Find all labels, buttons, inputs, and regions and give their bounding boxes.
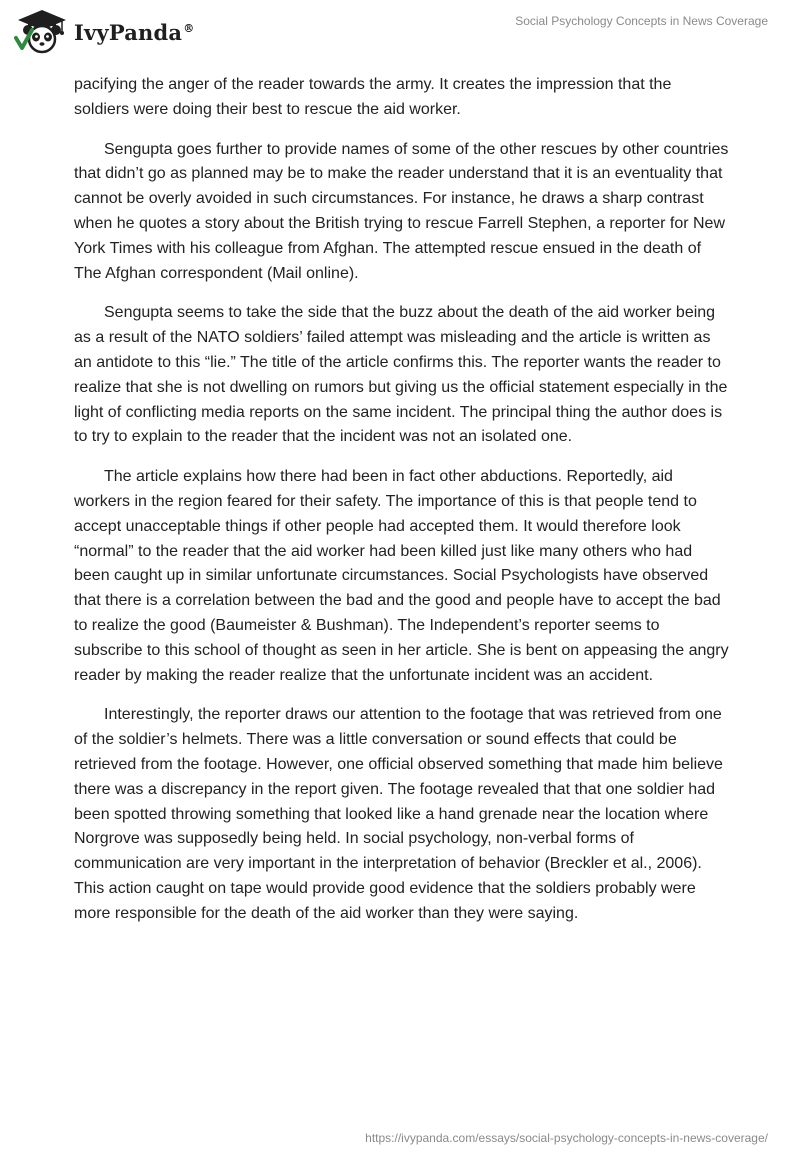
page-header: [0, 0, 800, 60]
document-title: Social Psychology Concepts in News Coverage: [515, 14, 768, 28]
source-url-link[interactable]: https://ivypanda.com/essays/social-psychology-concepts-in-news-coverage/: [365, 1131, 768, 1145]
ivypanda-logo[interactable]: [14, 8, 194, 54]
paragraph-5: Interestingly, the reporter draws our attention to the footage that was retrieved from one of the soldier’s helmets. There was a little conversation or sound effects that could be retrieved from the footage. However, one official observed something that made him believe there was a discrepancy in the report given. The footage revealed that that one soldier had been spotted throwing something that looked like a hand grenade near the location where Norgrove was supposedly being held. In social psychology, non-verbal forms of communication are very important in the interpretation of behavior (Breckler et al., 2006). This action caught on tape would provide good evidence that the soldiers probably were more responsible for the death of the aid worker than they were saying.: [74, 706, 723, 922]
paragraph-3: Sengupta seems to take the side that the buzz about the death of the aid worker being as a result of the NATO soldiers’ failed attempt was misleading and the article is written as an antidote to this “lie.” The title of the article confirms this. The reporter wants the reader to realize that she is not dwelling on rumors but giving us the official statement especially in the light of conflicting media reports on the same incident. The principal thing the author does is to try to explain to the reader that the incident was not an isolated one.: [74, 304, 728, 446]
paragraph-4: The article explains how there had been in fact other abductions. Reportedly, aid workers in the region feared for their safety. The importance of this is that people tend to accept unacceptable things if other people had accepted them. It would therefore look “normal” to the reader that the aid worker had been killed just like many others who had been caught up in similar unfortunate circumstances. Social Psychologists have observed that there is a correlation between the bad and the good and people have to accept the bad to realize the good (Baumeister & Bushman). The Independent’s reporter seems to subscribe to this school of thought as seen in her article. She is bent on appeasing the angry reader by making the reader realize that the unfortunate incident was an accident.: [74, 468, 729, 684]
registered-mark: ®: [183, 21, 195, 35]
panda-graduate-icon: [14, 8, 66, 54]
brand-name: IvyPanda®: [74, 19, 195, 45]
paragraph-2: Sengupta goes further to provide names of some of the other rescues by other countries that didn’t go as planned may be to make the reader understand that it is an eventuality that cannot be overly avoided in such circumstances. For instance, he draws a sharp contrast when he quotes a story about the British trying to rescue Farrell Stephen, a reporter for New York Times with his colleague from Afghan. The attempted rescue ensued in the death of The Afghan correspondent (Mail online).: [74, 140, 729, 282]
paragraph-1: pacifying the anger of the reader towards the army. It creates the impression that the soldiers were doing their best to rescue the aid worker.: [74, 76, 672, 118]
essay-body: [74, 73, 729, 942]
